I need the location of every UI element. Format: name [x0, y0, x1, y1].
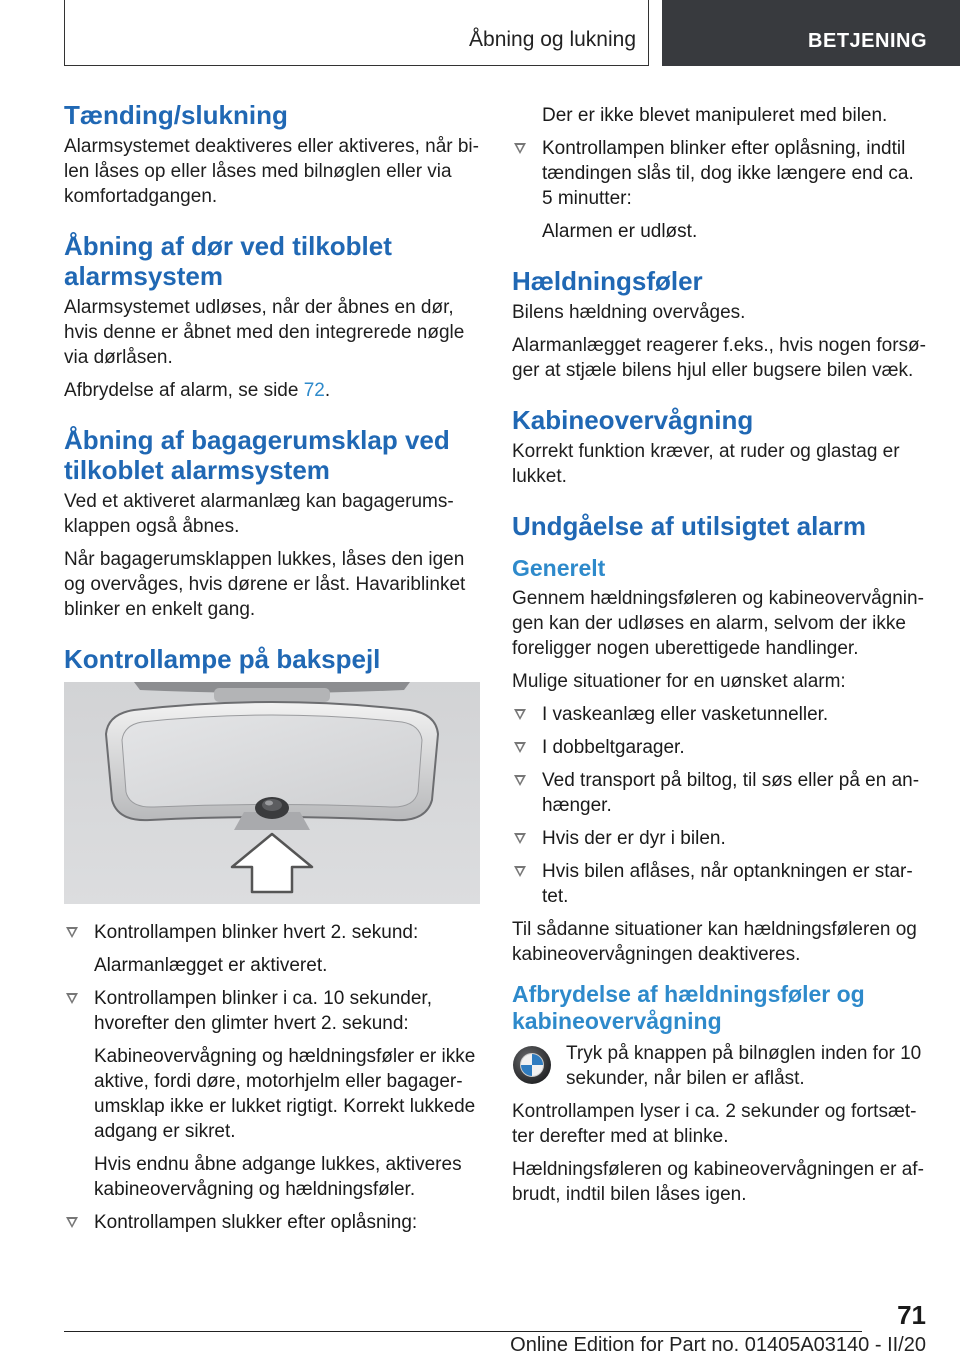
heading-haeldningsfoeler: Hældningsføler	[512, 266, 703, 296]
triangle-bullet-icon	[66, 927, 78, 938]
paragraph: Hældningsføleren og kabineovervågningen er af-brudt, indtil bilen låses igen.	[512, 1159, 924, 1205]
heading-kabineovervaagning: Kabineovervågning	[512, 405, 754, 435]
paragraph: Ved et aktiveret alarmanlæg kan bagagerums-klappen også åbnes.	[64, 491, 454, 537]
list-item-detail: Alarmanlægget er aktiveret.	[94, 955, 328, 976]
header-chapter-title: Åbning og lukning	[469, 28, 636, 51]
triangle-bullet-icon	[514, 833, 526, 844]
list-item-detail: Hvis endnu åbne adgange lukkes, aktiveres kabineovervågning og hældningsføler.	[94, 1154, 462, 1200]
page-number: 71	[897, 1300, 926, 1330]
triangle-bullet-icon	[514, 775, 526, 786]
rearview-mirror-figure	[64, 682, 480, 904]
list-item: Kontrollampen slukker efter oplåsning:	[64, 1210, 480, 1235]
key-instruction-text: Tryk på knappen på bilnøglen inden for 10 sekunder, når bilen er aflåst.	[566, 1043, 922, 1089]
triangle-bullet-icon	[66, 1217, 78, 1228]
header-section-title: BETJENING	[808, 30, 927, 52]
list-item-detail: Alarmen er udløst.	[542, 221, 698, 242]
paragraph: Korrekt funktion kræver, at ruder og glastag er lukket.	[512, 441, 900, 487]
subheading-afbrydelse: Afbrydelse af hældningsføler og kabineovervågning	[512, 981, 865, 1034]
heading-bagagerumsklap: Åbning af bagagerumsklap ved tilkoblet alarmsystem	[64, 425, 450, 485]
subheading-generelt: Generelt	[512, 555, 606, 581]
bmw-key-button-icon	[512, 1045, 552, 1085]
list-item-detail: Kabineovervågning og hældningsføler er ikke aktive, fordi døre, motorhjelm eller bagager-umsklap ikke er lukket rigtigt. Korrekt lukkede adgang er sikret.	[94, 1046, 476, 1142]
paragraph: Bilens hældning overvåges.	[512, 302, 746, 323]
paragraph: Kontrollampen lyser i ca. 2 sekunder og fortsæt-ter derefter med at blinke.	[512, 1101, 917, 1147]
list-item: Kontrollampen blinker hvert 2. sekund:	[64, 920, 480, 945]
footer-divider	[64, 1331, 862, 1332]
paragraph: Gennem hældningsføleren og kabineovervågnin-gen kan der udløses en alarm, selvom der ikke foreligger nogen uberettigede handlinger.	[512, 588, 924, 659]
right-column	[512, 103, 928, 1215]
paragraph: Mulige situationer for en uønsket alarm:	[512, 671, 846, 692]
list-item: Kontrollampen blinker efter oplåsning, indtil tændingen slås til, dog ikke længere end ca. 5 minutter:	[512, 136, 928, 211]
list-item: I vaskeanlæg eller vasketunneller.	[512, 702, 928, 727]
list-item-detail: Der er ikke blevet manipuleret med bilen.	[542, 105, 888, 126]
list-item: Hvis bilen aflåses, når optankningen er star-tet.	[512, 859, 928, 909]
triangle-bullet-icon	[66, 993, 78, 1004]
page-link[interactable]: 72	[303, 380, 325, 401]
list-item: Hvis der er dyr i bilen.	[512, 826, 928, 851]
list-item: I dobbeltgarager.	[512, 735, 928, 760]
paragraph: Når bagagerumsklappen lukkes, låses den igen og overvåges, hvis dørene er låst. Havariblinket blinker en enkelt gang.	[64, 549, 466, 620]
heading-kontrollampe: Kontrollampe på bakspejl	[64, 644, 381, 674]
footer-edition: Online Edition for Part no. 01405A03140 - II/20	[510, 1334, 926, 1356]
triangle-bullet-icon	[514, 143, 526, 154]
triangle-bullet-icon	[514, 709, 526, 720]
key-instruction	[512, 1041, 928, 1091]
heading-aabning-doer: Åbning af dør ved tilkoblet alarmsystem	[64, 231, 392, 291]
paragraph: Til sådanne situationer kan hældningsføleren og kabineovervågningen deaktiveres.	[512, 919, 917, 965]
heading-undgaaelse: Undgåelse af utilsigtet alarm	[512, 511, 866, 541]
left-column	[64, 100, 480, 1243]
heading-taending: Tænding/slukning	[64, 100, 288, 130]
paragraph: Alarmsystemet deaktiveres eller aktiveres, når bi-len låses op eller låses med bilnøglen eller via komfortadgangen.	[64, 136, 479, 207]
paragraph-reference: Afbrydelse af alarm, se side 72.	[64, 380, 331, 401]
triangle-bullet-icon	[514, 742, 526, 753]
paragraph: Alarmsystemet udløses, når der åbnes en dør, hvis denne er åbnet med den integrerede nøgle via dørlåsen.	[64, 297, 465, 368]
list-item: Kontrollampen blinker i ca. 10 sekunder, hvorefter den glimter hvert 2. sekund:	[64, 986, 480, 1036]
list-item: Ved transport på biltog, til søs eller på en an-hænger.	[512, 768, 928, 818]
paragraph: Alarmanlægget reagerer f.eks., hvis nogen forsø-ger at stjæle bilens hjul eller bugsere bilen væk.	[512, 335, 926, 381]
triangle-bullet-icon	[514, 866, 526, 877]
